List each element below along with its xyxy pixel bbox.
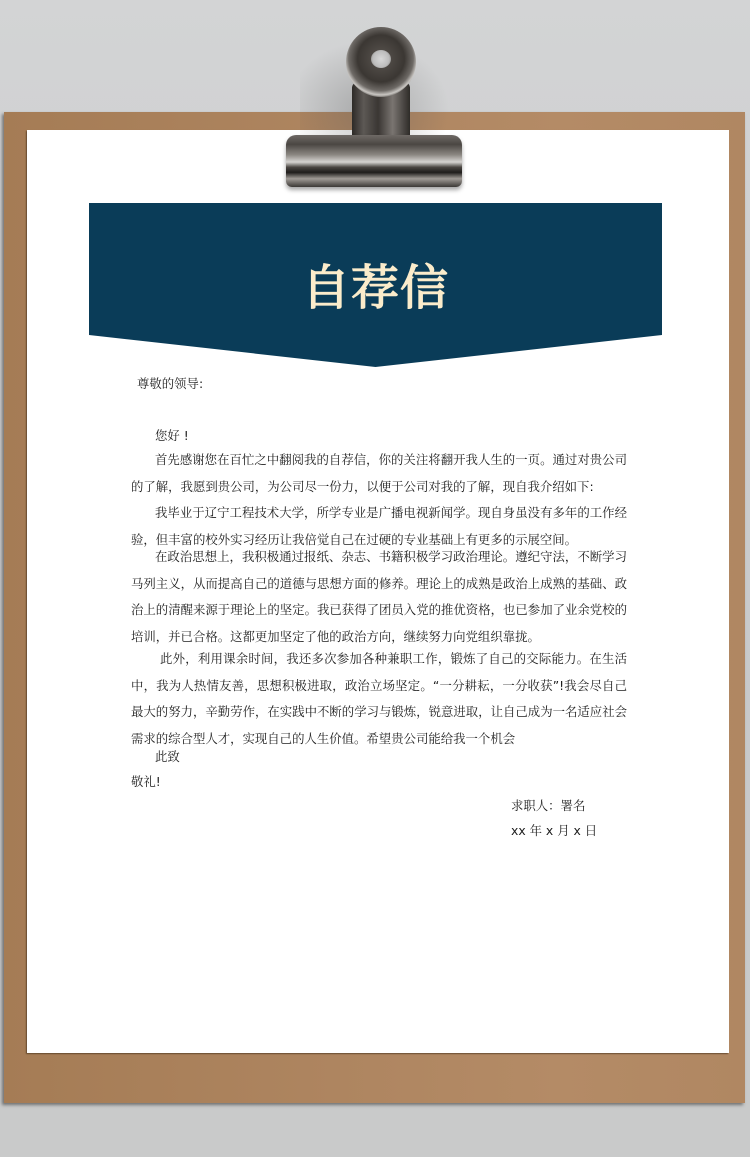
signature-date: xx 年 x 月 x 日 [511, 823, 598, 838]
paragraph-intro: 首先感谢您在百忙之中翻阅我的自荐信，你的关注将翻开我人生的一页。通过对贵公司的了解，我愿到贵公司，为公司尽一份力，以便于公司对我的了解，现自我介绍如下: [131, 452, 627, 494]
paragraph-education: 我毕业于辽宁工程技术大学，所学专业是广播电视新闻学。现自身虽没有多年的工作经验，但丰富的校外实习经历让我倍觉自己在过硬的专业基础上有更多的示展空间。 [131, 505, 627, 547]
paragraph-experience: 此外，利用课余时间，我还多次参加各种兼职工作，锻炼了自己的交际能力。在生活中，我为人热情友善，思想积极进取，政治立场坚定。“一分耕耘，一分收获”!我会尽自己最大的努力，辛勤劳作，在实践中不断的学习与锻炼，锐意进取，让自己成为一名适应社会需求的综合型人才，实现自己的人生价值。希望贵公司能给我一个机会 [131, 651, 627, 746]
signature: 求职人：署名 [511, 798, 586, 813]
closing-line-1: 此致 [155, 749, 180, 764]
salutation: 尊敬的领导: [137, 376, 204, 391]
page-title: 自荐信 [301, 260, 449, 316]
closing-line-2: 敬礼! [131, 774, 161, 789]
greeting: 您好 ! [155, 428, 189, 443]
paragraph-politics: 在政治思想上，我积极通过报纸、杂志、书籍积极学习政治理论。遵纪守法，不断学习马列主义，从而提高自己的道德与思想方面的修养。理论上的成熟是政治上成熟的基础、政治上的清醒来源于理论上的坚定。我已获得了团员入党的推优资格，也已参加了业余党校的培训，并已合格。这都更加坚定了他的政治方向，继续努力向党组织靠拢。 [131, 549, 627, 644]
